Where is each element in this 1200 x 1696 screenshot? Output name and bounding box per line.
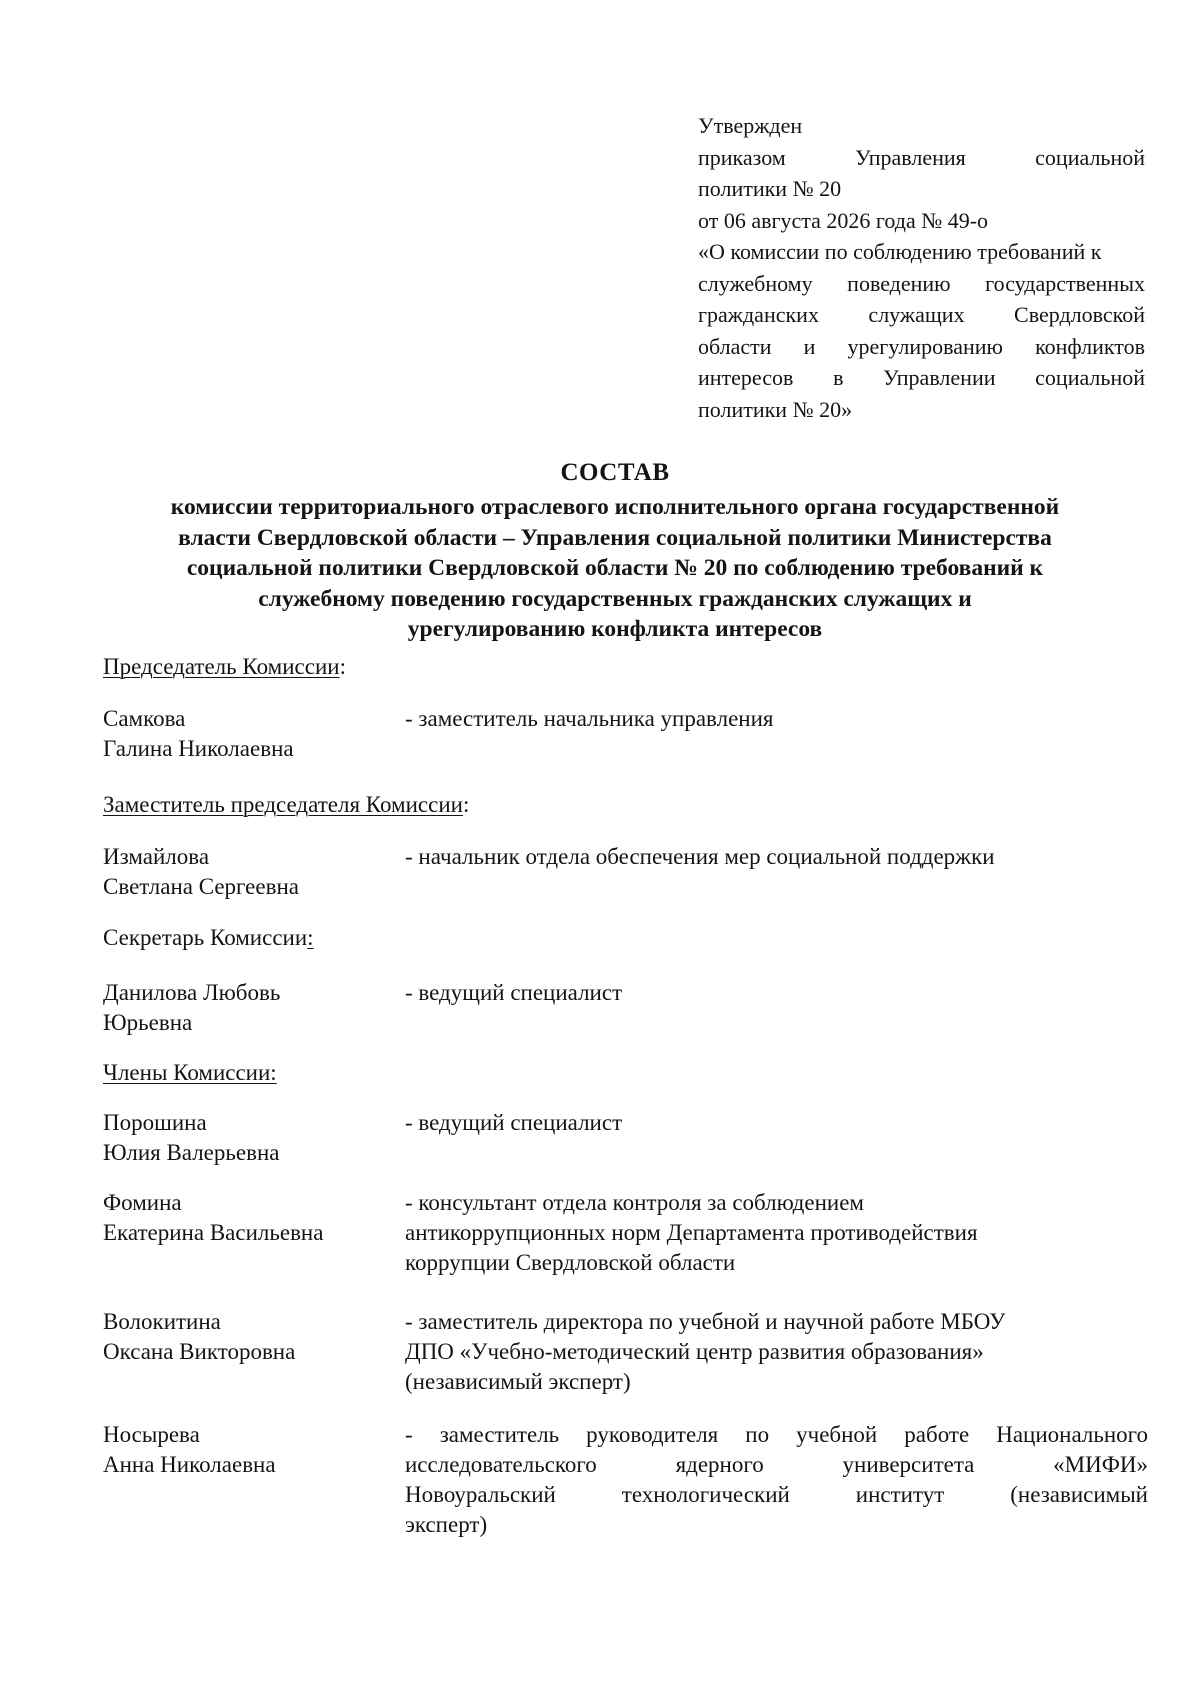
member-role xyxy=(405,1420,1148,1540)
approval-line: «О комиссии по соблюдению требований к xyxy=(698,239,1102,264)
member-name xyxy=(103,1108,403,1168)
approval-block xyxy=(698,110,1145,425)
member-role-line: исследовательского ядерного университета «МИФИ» xyxy=(405,1452,1148,1477)
member-name xyxy=(103,1307,403,1367)
member-role-line: - начальник отдела обеспечения мер социальной поддержки xyxy=(405,844,995,869)
member-name-line: Самкова xyxy=(103,706,186,731)
approval-line: гражданских служащих Свердловской xyxy=(698,302,1145,327)
approval-line: Утвержден xyxy=(698,113,803,138)
member-role-line: (независимый эксперт) xyxy=(405,1369,631,1394)
member-name-line: Носырева xyxy=(103,1422,200,1447)
section-heading-suffix: : xyxy=(307,925,314,950)
member-name-line: Волокитина xyxy=(103,1309,221,1334)
approval-line: от 06 августа 2026 года № 49-о xyxy=(698,207,989,233)
title-subtitle-line: комиссии территориального отраслевого исполнительного органа государственной xyxy=(170,494,1060,520)
member-role-line: эксперт) xyxy=(405,1512,488,1537)
section-heading-label: Члены Комиссии: xyxy=(103,1060,277,1085)
member-role xyxy=(405,1108,1148,1138)
member-role-line: антикоррупционных норм Департамента противодействия xyxy=(405,1220,978,1245)
title-subtitle xyxy=(90,492,1140,645)
section-heading-label: Заместитель председателя Комиссии xyxy=(103,792,463,817)
approval-line: политики № 20 xyxy=(698,176,842,201)
member-name-line: Порошина xyxy=(103,1110,207,1135)
member-role-line: коррупции Свердловской области xyxy=(405,1250,736,1275)
member-name xyxy=(103,1188,403,1248)
member-name-line: Фомина xyxy=(103,1190,182,1215)
title-main: СОСТАВ xyxy=(560,459,670,486)
section-heading-suffix: : xyxy=(339,654,346,679)
member-role xyxy=(405,1188,1148,1278)
member-role-line: Новоуральский технологический институт (независимый xyxy=(405,1482,1148,1507)
member-name xyxy=(103,704,403,764)
title-subtitle-line: социальной политики Свердловской области № 20 по соблюдению требований к xyxy=(186,555,1044,581)
member-role-line: - заместитель директора по учебной и научной работе МБОУ xyxy=(405,1309,1006,1334)
title-subtitle-line: власти Свердловской области – Управления социальной политики Министерства xyxy=(178,524,1052,551)
member-name xyxy=(103,978,403,1038)
section-heading-members xyxy=(103,1058,277,1088)
title-subtitle-line: урегулированию конфликта интересов xyxy=(407,616,823,642)
member-role-line: ДПО «Учебно-методический центр развития образования» xyxy=(405,1339,984,1364)
member-role xyxy=(405,704,1148,734)
document-title xyxy=(90,456,1140,645)
title-subtitle-line: служебному поведению государственных гражданских служащих и xyxy=(258,585,972,612)
member-name-line: Измайлова xyxy=(103,844,210,869)
section-heading-secretary xyxy=(103,923,314,953)
member-role-line: - консультант отдела контроля за соблюдением xyxy=(405,1190,864,1215)
approval-line: служебному поведению государственных xyxy=(698,270,1145,296)
member-name-line: Екатерина Васильевна xyxy=(103,1220,324,1245)
member-role-line: - заместитель руководителя по учебной работе Национального xyxy=(405,1422,1148,1447)
member-role xyxy=(405,1307,1148,1397)
approval-line: области и урегулированию конфликтов xyxy=(698,333,1145,359)
member-role-line: - заместитель начальника управления xyxy=(405,706,774,731)
section-heading-label: Председатель Комиссии xyxy=(103,654,340,679)
approval-line: приказом Управления социальной xyxy=(698,144,1145,170)
section-heading-chair xyxy=(103,652,346,682)
member-name xyxy=(103,842,403,902)
approval-line: интересов в Управлении социальной xyxy=(698,365,1145,390)
member-role xyxy=(405,978,1148,1008)
member-name-line: Юрьевна xyxy=(103,1010,193,1035)
member-name-line: Оксана Викторовна xyxy=(103,1339,296,1364)
section-heading-label: Секретарь Комиссии xyxy=(103,925,308,950)
member-name-line: Данилова Любовь xyxy=(103,980,281,1005)
member-name-line: Юлия Валерьевна xyxy=(103,1140,280,1165)
member-role-line: - ведущий специалист xyxy=(405,980,623,1005)
member-name-line: Анна Николаевна xyxy=(103,1452,276,1477)
member-role xyxy=(405,842,1148,872)
member-name xyxy=(103,1420,403,1480)
approval-line: политики № 20» xyxy=(698,396,853,422)
member-role-line: - ведущий специалист xyxy=(405,1110,623,1135)
member-name-line: Светлана Сергеевна xyxy=(103,874,299,899)
section-heading-suffix: : xyxy=(462,792,470,817)
member-name-line: Галина Николаевна xyxy=(103,736,294,761)
section-heading-deputy xyxy=(103,790,469,820)
